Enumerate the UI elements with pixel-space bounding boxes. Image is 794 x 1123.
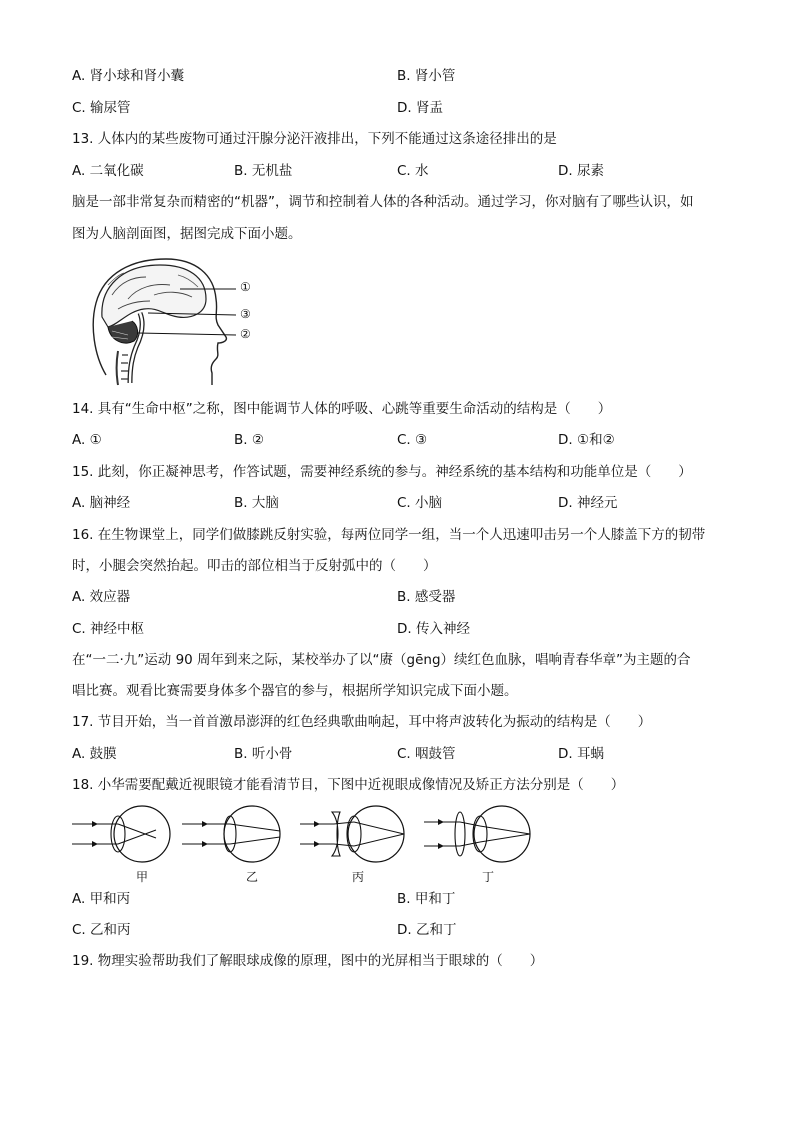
- q15-option-b: B. 大脑: [234, 495, 279, 511]
- q13-option-a: A. 二氧化碳: [72, 163, 144, 179]
- q13-option-d: D. 尿素: [558, 163, 604, 179]
- q18-option-d: D. 乙和丁: [397, 922, 457, 938]
- q14-option-c: C. ③: [397, 432, 428, 448]
- brain-intro-line1: 脑是一部非常复杂而精密的“机器”，调节和控制着人体的各种活动。通过学习，你对脑有了哪些认识，如: [72, 194, 694, 210]
- q16-option-c: C. 神经中枢: [72, 621, 145, 637]
- concert-intro-line1: 在“一二·九”运动 90 周年到来之际，某校举办了以“赓（gēng）续红色血脉，唱响青春华章”为主题的合: [72, 652, 691, 668]
- brain-label-3: ③: [240, 307, 251, 321]
- q17-option-a: A. 鼓膜: [72, 746, 117, 762]
- q19-stem: 19. 物理实验帮助我们了解眼球成像的原理，图中的光屏相当于眼球的（ ）: [72, 953, 544, 969]
- eye-diagram-jia: [72, 806, 170, 862]
- q16-option-d: D. 传入神经: [397, 621, 470, 637]
- eye-diagrams-figure: [70, 802, 540, 884]
- q18-stem: 18. 小华需要配戴近视眼镜才能看清节目，下图中近视眼成像情况及矫正方法分别是（ ）: [72, 777, 625, 793]
- q13-option-c: C. 水: [397, 163, 429, 179]
- q16-option-b: B. 感受器: [397, 589, 456, 605]
- brain-section-figure: [88, 255, 268, 387]
- q18-option-a: A. 甲和丙: [72, 891, 131, 907]
- eye-label-bing: 丙: [352, 870, 365, 884]
- q15-option-c: C. 小脑: [397, 495, 443, 511]
- q12-option-d: D. 肾盂: [397, 100, 443, 116]
- eye-label-ding: 丁: [482, 870, 495, 884]
- q15-stem: 15. 此刻，你正凝神思考，作答试题，需要神经系统的参与。神经系统的基本结构和功能单位是（ ）: [72, 464, 692, 480]
- brain-section-drawing: [88, 255, 268, 387]
- q14-option-d: D. ①和②: [558, 432, 615, 448]
- q16-stem-line1: 16. 在生物课堂上，同学们做膝跳反射实验，每两位同学一组，当一个人迅速叩击另一个人膝盖下方的韧带: [72, 527, 706, 543]
- eye-label-yi: 乙: [246, 870, 259, 884]
- q12-option-c: C. 输尿管: [72, 100, 131, 116]
- brain-label-2: ②: [240, 327, 251, 341]
- q15-option-a: A. 脑神经: [72, 495, 131, 511]
- eye-diagram-bing: [300, 806, 404, 862]
- brain-label-1: ①: [240, 280, 251, 294]
- q18-option-c: C. 乙和丙: [72, 922, 131, 938]
- q14-stem: 14. 具有“生命中枢”之称，图中能调节人体的呼吸、心跳等重要生命活动的结构是（ ）: [72, 401, 612, 417]
- q13-option-b: B. 无机盐: [234, 163, 293, 179]
- q12-option-b: B. 肾小管: [397, 68, 456, 84]
- q12-option-a: A. 肾小球和肾小囊: [72, 68, 185, 84]
- q17-option-b: B. 听小骨: [234, 746, 293, 762]
- q14-option-b: B. ②: [234, 432, 264, 448]
- q15-option-d: D. 神经元: [558, 495, 618, 511]
- concert-intro-line2: 唱比赛。观看比赛需要身体多个器官的参与，根据所学知识完成下面小题。: [72, 683, 518, 699]
- q17-option-c: C. 咽鼓管: [397, 746, 456, 762]
- brain-intro-line2: 图为人脑剖面图，据图完成下面小题。: [72, 226, 302, 242]
- q17-option-d: D. 耳蜗: [558, 746, 604, 762]
- eye-label-jia: 甲: [136, 870, 149, 884]
- q17-stem: 17. 节目开始，当一首首激昂澎湃的红色经典歌曲响起，耳中将声波转化为振动的结构是（ ）: [72, 714, 652, 730]
- q13-stem: 13. 人体内的某些废物可通过汗腺分泌汗液排出，下列不能通过这条途径排出的是: [72, 131, 557, 147]
- q16-option-a: A. 效应器: [72, 589, 131, 605]
- q16-stem-line2: 时，小腿会突然抬起。叩击的部位相当于反射弧中的（ ）: [72, 558, 437, 574]
- q14-option-a: A. ①: [72, 432, 102, 448]
- eye-diagram-yi: [182, 806, 280, 862]
- q18-option-b: B. 甲和丁: [397, 891, 456, 907]
- eye-diagram-ding: [424, 806, 530, 862]
